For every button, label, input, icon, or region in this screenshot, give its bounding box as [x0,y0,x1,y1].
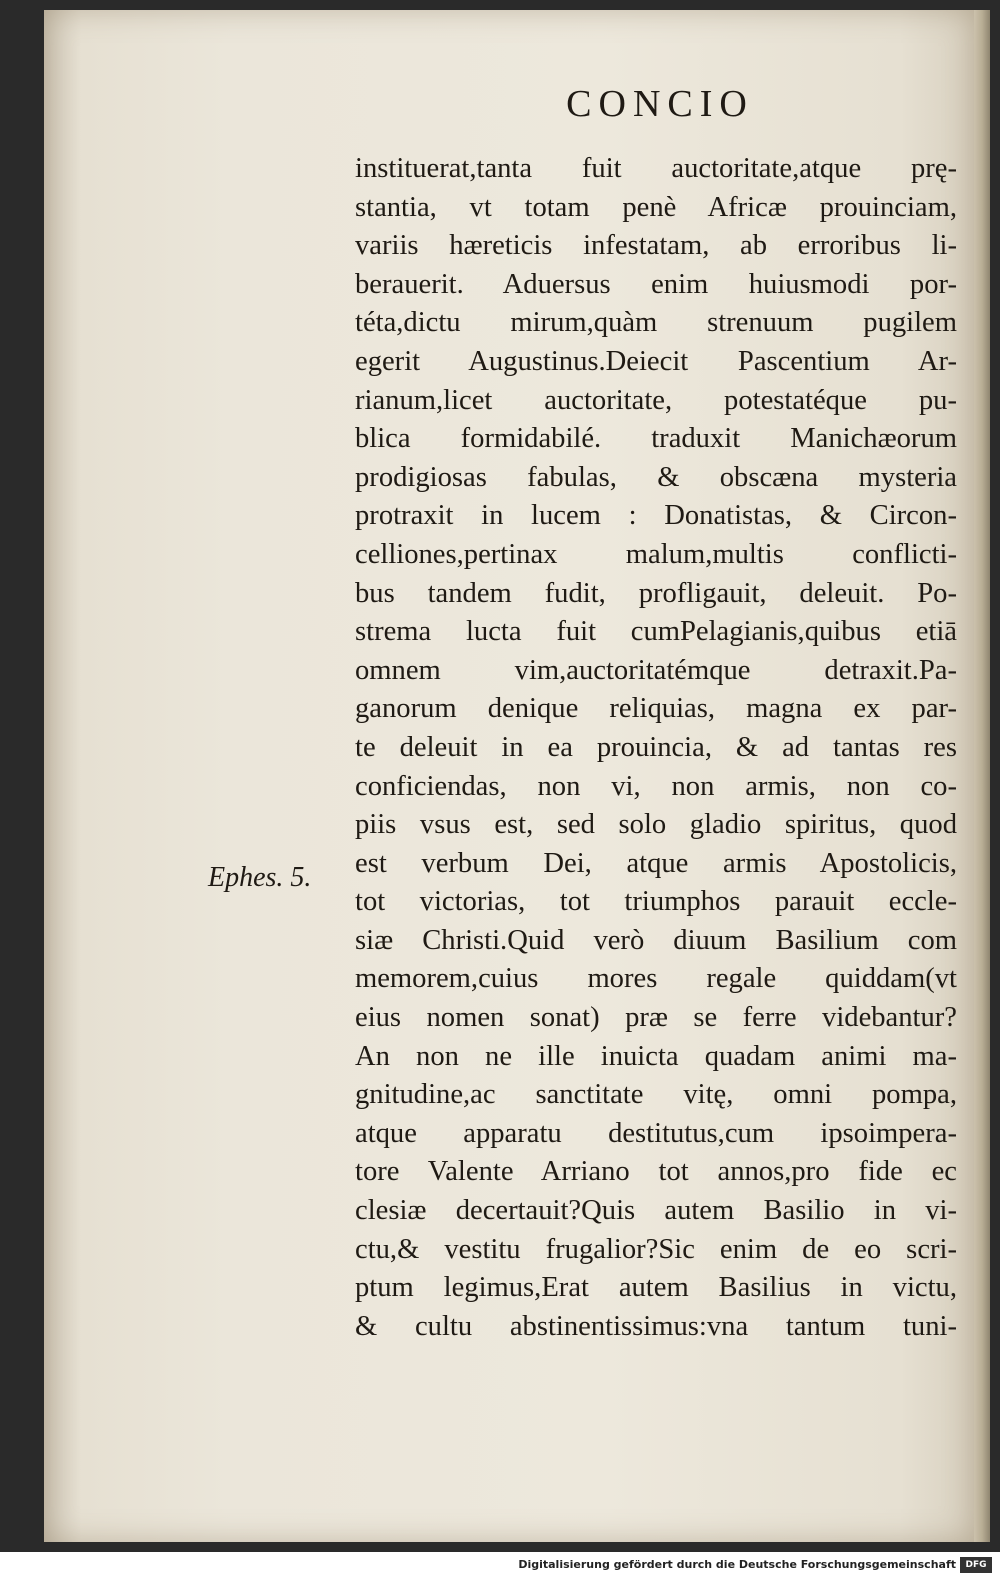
text-line: egerit Augustinus.Deiecit Pascentium Ar- [355,345,957,377]
text-line: piis vsus est, sed solo gladio spiritus, quod [355,809,957,841]
marginal-note: Ephes. 5. [208,862,312,893]
text-line: celliones,pertinax malum,multis conflicti- [355,538,957,570]
text-line: ctu,& vestitu frugalior?Sic enim de eo scri- [355,1233,957,1265]
text-line: ptum legimus,Erat autem Basilius in victu, [355,1272,957,1304]
text-line: tot victorias, tot triumphos parauit eccle- [355,886,957,918]
text-line: berauerit. Aduersus enim huiusmodi por- [355,268,957,300]
running-head: CONCIO [566,83,754,125]
text-line: ganorum denique reliquias, magna ex par- [355,693,957,725]
text-line: téta,dictu mirum,quàm strenuum pugilem [355,307,957,339]
text-line: prodigiosas fabulas, & obscæna mysteria [355,461,957,493]
text-line: protraxit in lucem : Donatistas, & Circon- [355,500,957,532]
text-line: est verbum Dei, atque armis Apostolicis, [355,847,957,879]
text-line: stantia, vt totam penè Africæ prouinciam, [355,191,957,223]
body-text [355,150,957,1346]
text-line: memorem,cuius mores regale quiddam(vt [355,963,957,995]
text-line: An non ne ille inuicta quadam animi ma- [355,1040,957,1072]
text-line: instituerat,tanta fuit auctoritate,atque prę- [355,153,957,184]
text-line: omnem vim,auctoritatémque detraxit.Pa- [355,654,957,686]
text-line: & cultu abstinentissimus:vna tantum tuni- [355,1310,957,1342]
footer-bar [0,1552,1000,1580]
text-line: eius nomen sonat) præ se ferre videbantur? [355,1002,957,1034]
text-line: strema lucta fuit cumPelagianis,quibus etiā [355,616,957,648]
dfg-logo: DFG [960,1557,992,1573]
text-line: siæ Christi.Quid verò diuum Basilium com [355,924,957,956]
text-line: clesiæ decertauit?Quis autem Basilio in vi- [355,1195,957,1227]
text-line: rianum,licet auctoritate, potestatéque pu- [355,384,957,416]
text-line: atque apparatu destitutus,cum ipsoimpera- [355,1117,957,1149]
text-line: blica formidabilé. traduxit Manichæorum [355,423,957,455]
footer-credit: Digitalisierung gefördert durch die Deutsche Forschungsgemeinschaft [518,1558,956,1571]
text-line: conficiendas, non vi, non armis, non co- [355,770,957,802]
text-line: bus tandem fudit, profligauit, deleuit. Po- [355,577,957,609]
text-line: gnitudine,ac sanctitate vitę, omni pompa, [355,1079,957,1111]
page-edge [974,10,990,1542]
text-line: variis hæreticis infestatam, ab erroribus li- [355,230,957,262]
text-line: tore Valente Arriano tot annos,pro fide ec [355,1156,957,1188]
text-line: te deleuit in ea prouincia, & ad tantas res [355,731,957,763]
